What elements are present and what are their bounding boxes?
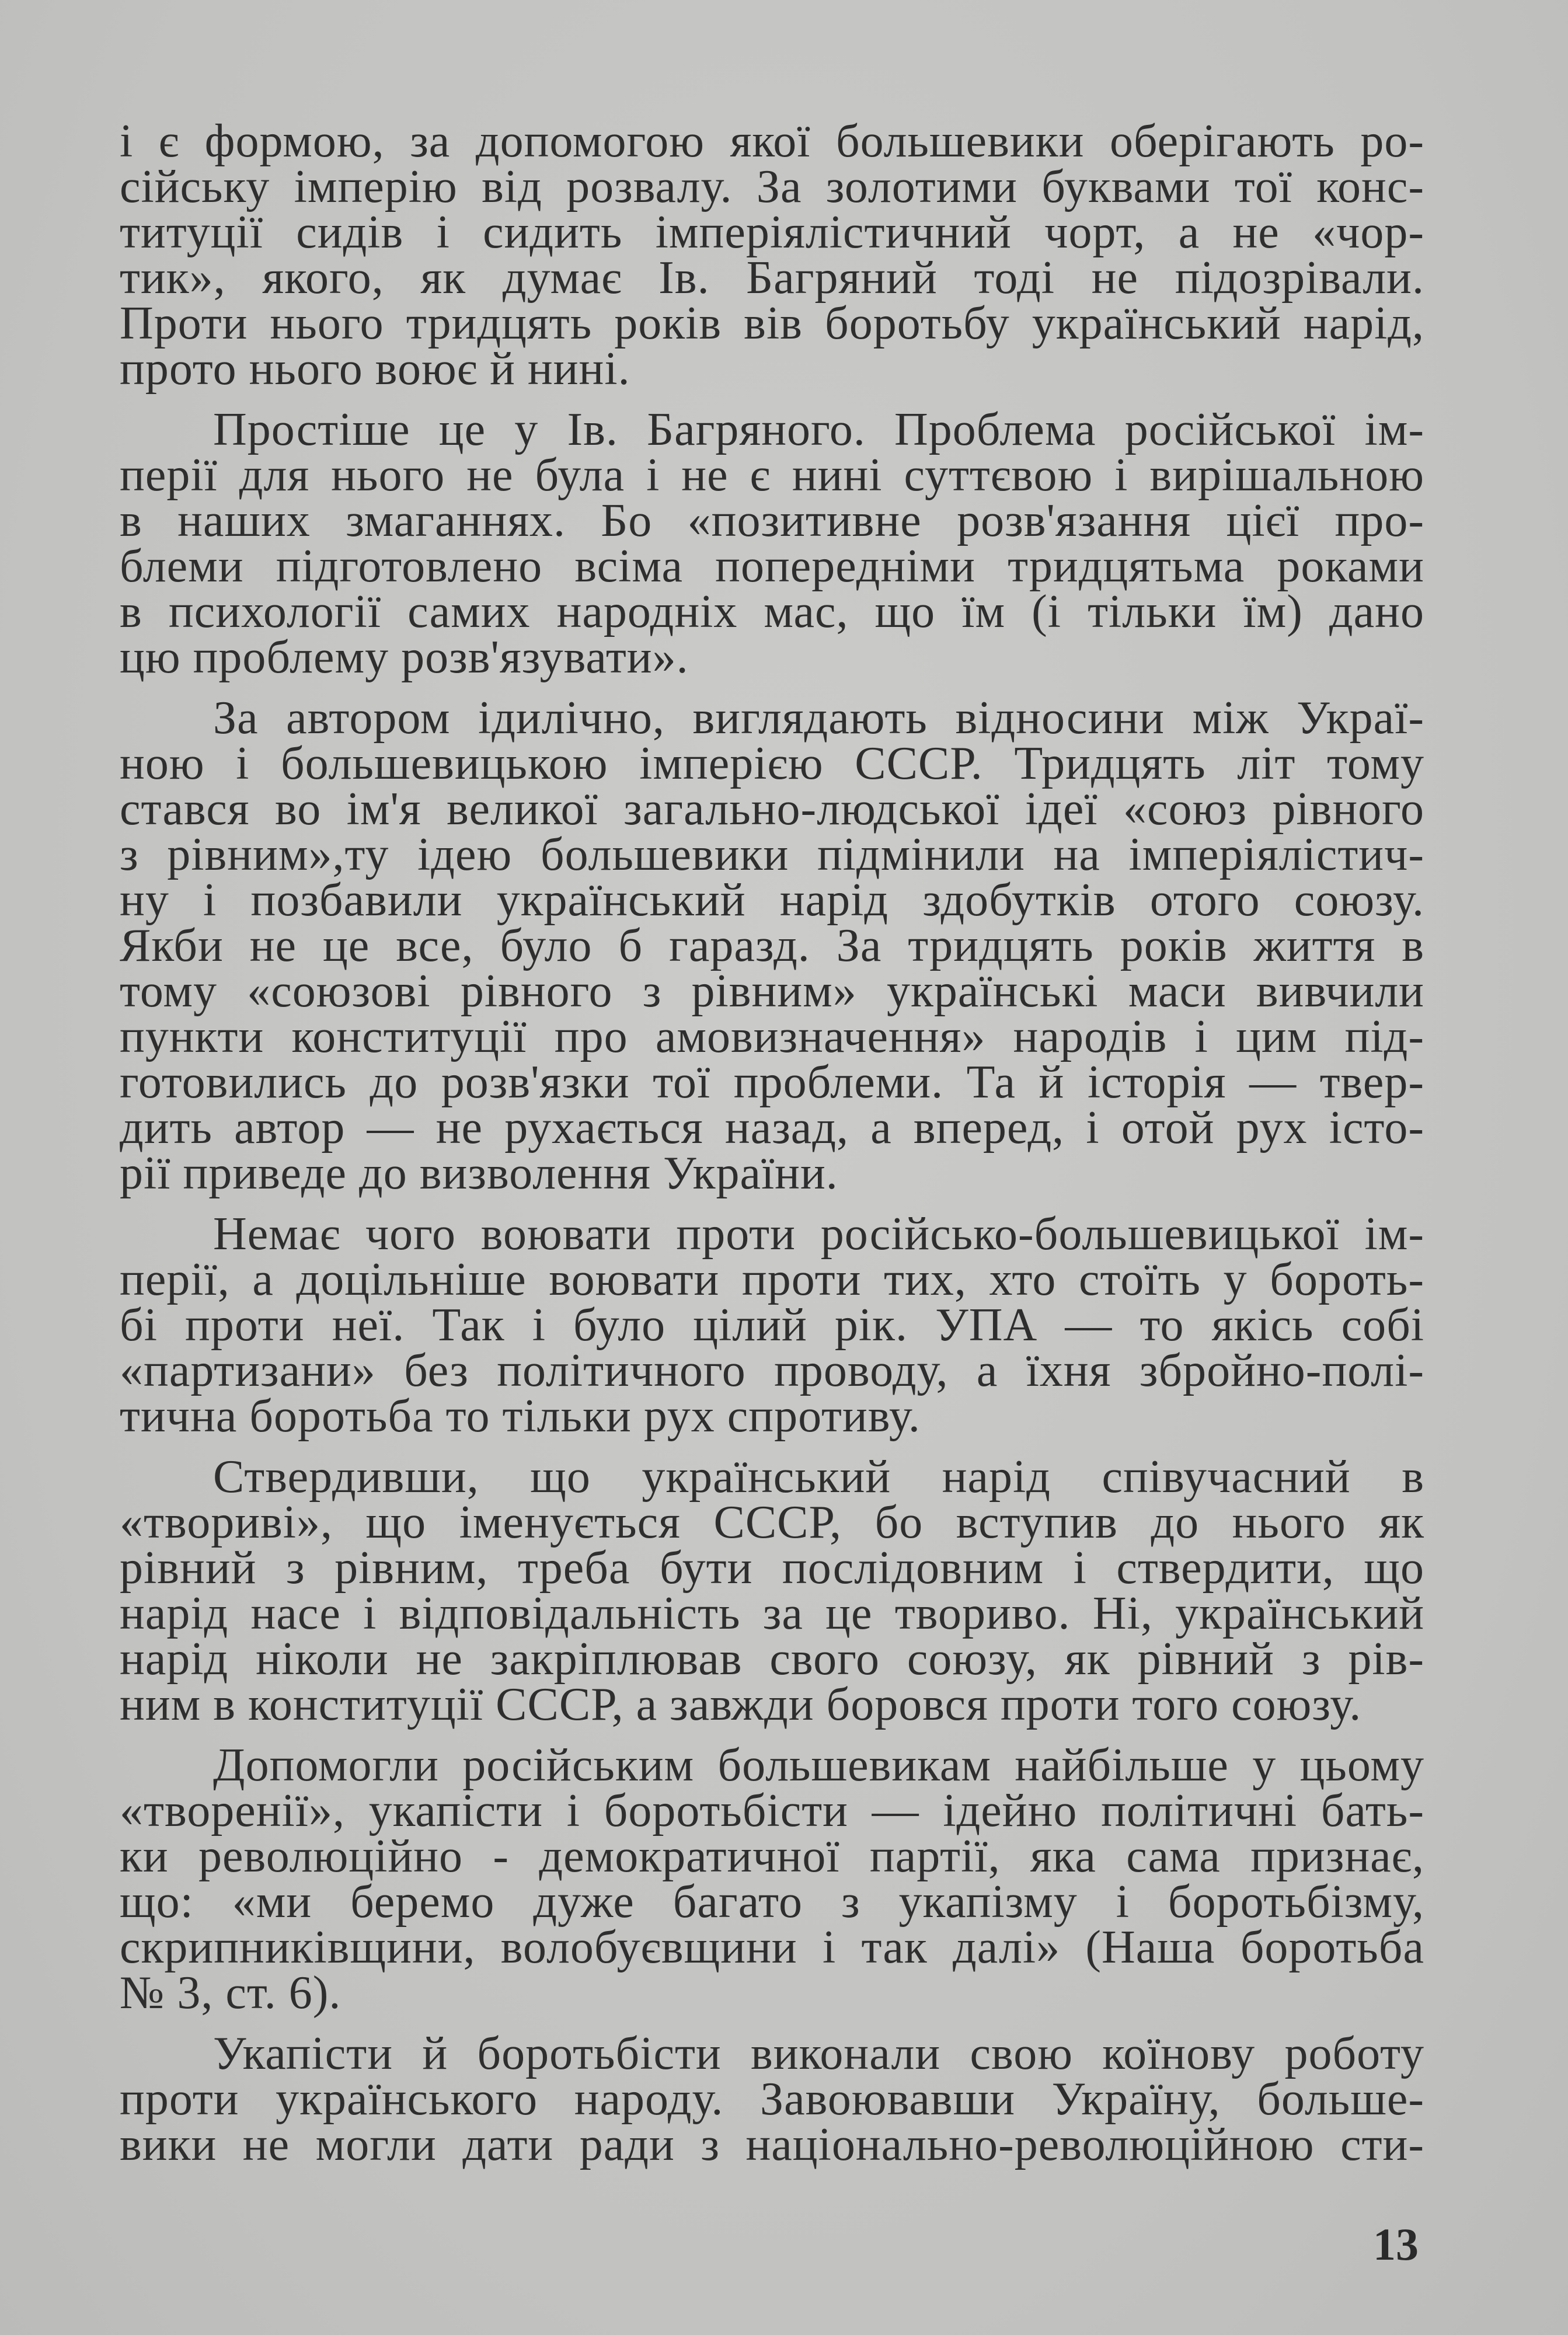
- paragraph: [120, 1208, 1424, 1442]
- paragraph: [120, 1451, 1424, 1730]
- paragraph: [120, 2028, 1424, 2170]
- text-line: титуції сидів і сидить імперіялістичний чорт, а не «чор-: [120, 207, 1424, 258]
- text-line: За автором ідилічно, виглядають відносини між Украї-: [213, 692, 1424, 744]
- text-line: перії, а доцільніше воювати проти тих, хто стоїть у бороть-: [120, 1254, 1424, 1305]
- text-line: ною і большевицькою імперією СССР. Тридцять літ тому: [120, 738, 1424, 789]
- text-line: в наших змаганнях. Бо «позитивне розв'язання цієї про-: [120, 495, 1424, 546]
- text-line: № 3, ст. 6).: [120, 1967, 342, 2019]
- text-line: цю проблему розв'язувати».: [120, 632, 689, 683]
- text-line: «творивi», що іменується СССР, бо вступив до нього як: [120, 1497, 1424, 1548]
- text-line: блеми підготовлено всіма попередніми тридцятьма роками: [120, 541, 1424, 592]
- paragraph: [120, 116, 1424, 395]
- text-line: готовились до розв'язки тої проблеми. Та й історія — твер-: [120, 1057, 1424, 1108]
- text-line: ну і позбавили український нарід здобутків отого союзу.: [120, 874, 1424, 926]
- text-line: рії приведе до визволення України.: [120, 1148, 838, 1199]
- text-line: рівний з рівним, треба бути послідовним і ствердити, що: [120, 1542, 1424, 1594]
- text-line: Простіше це у Ів. Багряного. Проблема російської ім-: [213, 404, 1424, 455]
- text-line: тому «союзові рівного з рівним» українські маси вивчили: [120, 966, 1424, 1017]
- text-line: пункти конституції про амовизначення» народів і цим під-: [120, 1011, 1424, 1062]
- text-line: Укапісти й боротьбісти виконали свою коїнову роботу: [213, 2028, 1424, 2079]
- text-line: прото нього воює й нині.: [120, 343, 630, 395]
- text-line: бі проти неї. Так і було цілий рік. УПА — то якісь собі: [120, 1299, 1424, 1351]
- paragraph: [120, 692, 1424, 1199]
- text-line: Ствердивши, що український нарід співучасний в: [213, 1451, 1424, 1503]
- page-number: 13: [1373, 2219, 1419, 2270]
- text-line: тик», якого, як думає Ів. Багряний тоді не підозрівали.: [120, 252, 1424, 304]
- text-line: Допомогли російським большевикам найбільше у цьому: [213, 1740, 1424, 1791]
- text-line: вики не могли дати ради з національно-революційною сти-: [120, 2119, 1424, 2170]
- paragraph: [120, 404, 1424, 683]
- text-line: перії для нього не була і не є нині суттєвою і вирішальною: [120, 449, 1424, 501]
- text-line: сійську імперію від розвалу. За золотими буквами тої конс-: [120, 161, 1424, 212]
- text-line: Якби не це все, було б гаразд. За тридцять років життя в: [120, 920, 1424, 971]
- text-line: нарід ніколи не закріплював свого союзу, як рівний з рів-: [120, 1633, 1424, 1685]
- text-line: «партизани» без політичного проводу, а їхня збройно-полі-: [120, 1345, 1424, 1396]
- text-line: Проти нього тридцять років вів боротьбу український нарід,: [120, 298, 1424, 349]
- text-line: Немає чого воювати проти російсько-большевицької ім-: [213, 1208, 1424, 1260]
- text-line: нарід насе і відповідальність за це творивo. Ні, український: [120, 1588, 1424, 1639]
- page-body-text: [120, 116, 1424, 2170]
- text-line: з рівним»,ту ідею большевики підмінили на імперіялістич-: [120, 829, 1424, 880]
- text-line: тична боротьба то тільки рух спротиву.: [120, 1390, 921, 1442]
- text-line: «творенії», укапісти і боротьбісти — ідейно політичні бать-: [120, 1785, 1424, 1836]
- text-line: ки революційно - демократичної партії, яка сама признає,: [120, 1831, 1424, 1882]
- text-line: що: «ми беремо дуже багато з укапізму і боротьбізму,: [120, 1876, 1424, 1928]
- text-line: дить автор — не рухається назад, а вперед, і отой рух істо-: [120, 1102, 1424, 1153]
- text-line: і є формою, за допомогою якої большевики оберігають ро-: [120, 116, 1424, 167]
- text-line: проти українського народу. Завоювавши Україну, больше-: [120, 2073, 1424, 2125]
- text-line: стався во ім'я великої загально-людської ідеї «союз рівного: [120, 783, 1424, 835]
- text-line: ним в конституції СССР, а завжди боровся проти того союзу.: [120, 1679, 1362, 1730]
- paragraph: [120, 1740, 1424, 2019]
- text-line: в психології самих народніх мас, що їм (і тільки їм) дано: [120, 586, 1424, 637]
- text-line: скрипниківщини, волобуєвщини і так далі» (Наша боротьба: [120, 1922, 1424, 1973]
